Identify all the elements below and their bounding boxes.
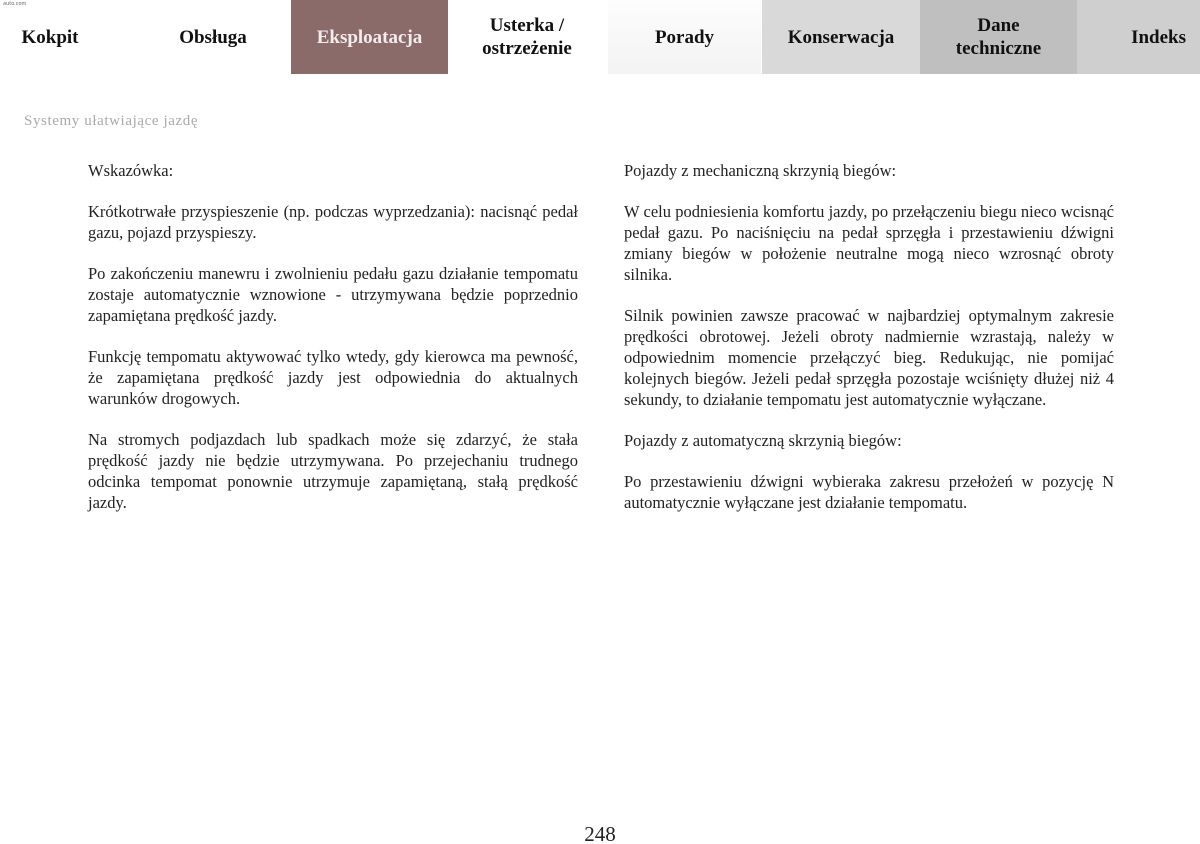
- chapter-tabs: [0, 0, 1200, 74]
- tab-dane-techniczne[interactable]: [920, 0, 1077, 74]
- tab-kokpit[interactable]: [0, 0, 100, 74]
- tab-eksploatacja[interactable]: [291, 0, 448, 74]
- tab-label: Obsługa: [179, 26, 247, 48]
- section-title: Systemy ułatwiające jazdę: [24, 113, 199, 129]
- tab-usterka-ostrzezenie[interactable]: [452, 0, 602, 74]
- left-column: [88, 160, 578, 533]
- tab-label: Eksploatacja: [316, 26, 423, 48]
- tab-label: Indeks: [1131, 26, 1186, 48]
- tab-porady[interactable]: [608, 0, 761, 74]
- tab-obsluga[interactable]: [148, 0, 278, 74]
- paragraph: Po przestawieniu dźwigni wybieraka zakresu przełożeń w pozycję N automatycznie wyłączane jest działanie tempomatu.: [624, 472, 1114, 512]
- paragraph: Silnik powinien zawsze pracować w najbardziej optymalnym zakresie prędkości obrotowej. Jeżeli obroty nadmiernie wzrastają, należy w odpowiednim momencie przełączyć bieg. Redukując, nie pomijać kolejnych biegów. Jeżeli pedał sprzęgła pozostaje wciśnięty dłużej niż 4 sekundy, to działanie tempomatu jest automatycznie wyłączane.: [624, 306, 1114, 409]
- paragraph: Funkcję tempomatu aktywować tylko wtedy, gdy kierowca ma pewność, że zapamiętana prędkość jazdy jest odpowiednia do aktualnych warunków drogowych.: [88, 347, 578, 408]
- tab-konserwacja[interactable]: [762, 0, 920, 74]
- paragraph: W celu podniesienia komfortu jazdy, po przełączeniu biegu nieco wcisnąć pedał gazu. Po naciśnięciu na pedał sprzęgła i przestawieniu dźwigni zmiany biegów w położenie neutralne mogą nieco wzrosnąć obroty silnika.: [624, 202, 1114, 284]
- tab-label: Usterka / ostrzeżenie: [482, 15, 572, 59]
- tab-indeks[interactable]: [1077, 0, 1200, 74]
- right-column: [624, 160, 1114, 533]
- tab-label: Dane techniczne: [955, 15, 1042, 59]
- tab-label: Kokpit: [21, 26, 79, 48]
- paragraph: Pojazdy z mechaniczną skrzynią biegów:: [624, 161, 897, 180]
- paragraph: Po zakończeniu manewru i zwolnieniu pedału gazu działanie tempomatu zostaje automatycznie wznowione - utrzymywana będzie poprzednio zapamiętana prędkość jazdy.: [88, 264, 578, 325]
- paragraph: Na stromych podjazdach lub spadkach może się zdarzyć, że stała prędkość jazdy nie będzie utrzymywana. Po przejechaniu trudnego odcinka tempomat ponownie utrzymuje zapamiętaną, stałą prędkość jazdy.: [88, 430, 578, 512]
- tab-label: Porady: [654, 26, 715, 48]
- watermark: auto.com: [3, 1, 27, 7]
- paragraph: Pojazdy z automatyczną skrzynią biegów:: [624, 431, 902, 450]
- paragraph: Krótkotrwałe przyspieszenie (np. podczas wyprzedzania): nacisnąć pedał gazu, pojazd przyspieszy.: [88, 202, 578, 242]
- tab-label: Konserwacja: [787, 26, 895, 48]
- page-number: 248: [584, 822, 616, 844]
- paragraph: Wskazówka:: [88, 161, 174, 180]
